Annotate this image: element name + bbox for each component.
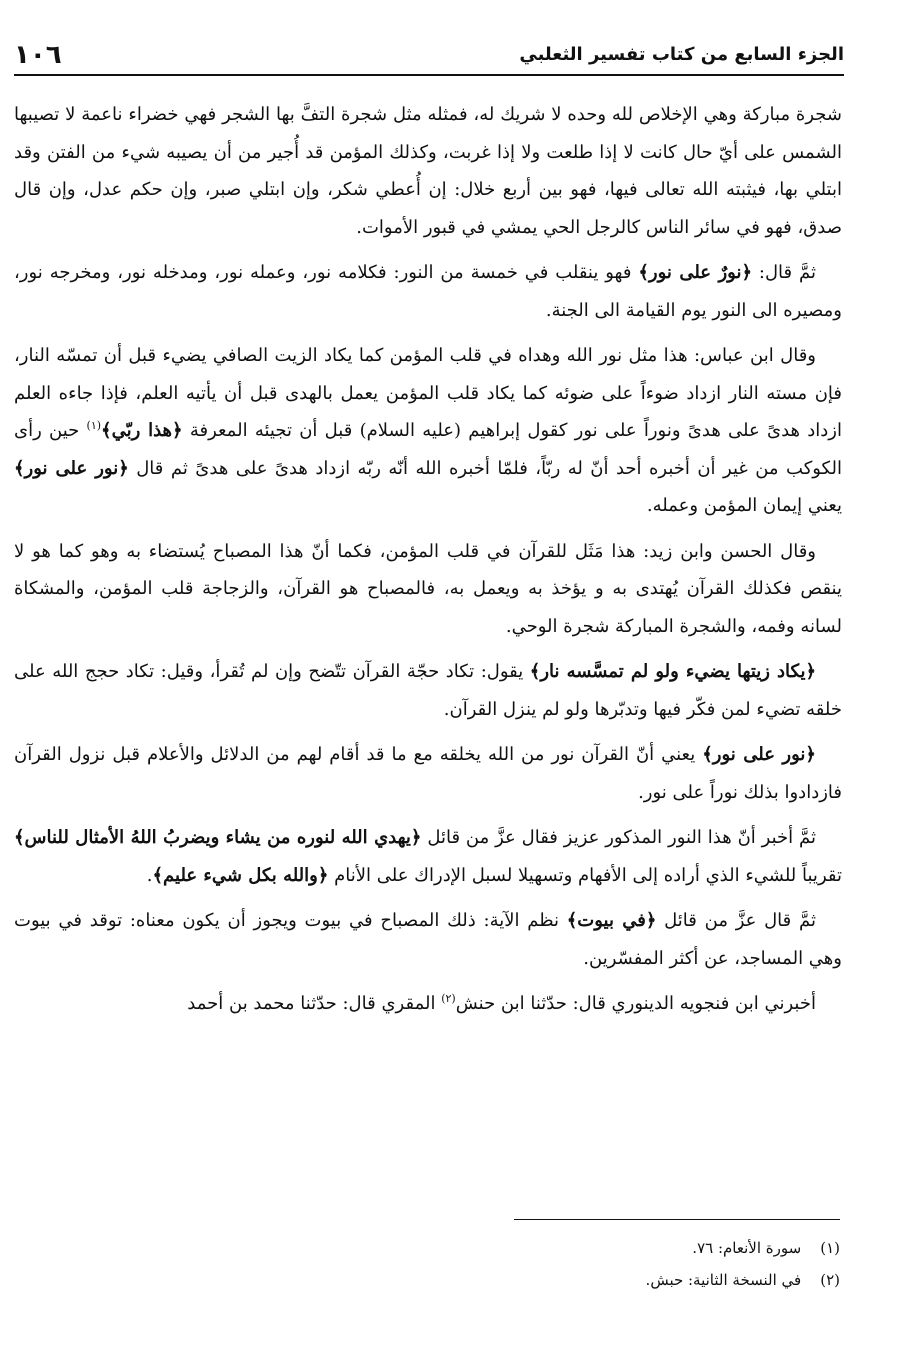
footnote-item [300, 1264, 840, 1296]
body-text [14, 96, 842, 1031]
paragraph [14, 985, 842, 1023]
paragraph [14, 533, 842, 646]
quran-verse: ﴿هذا ربّي﴾ [101, 420, 183, 441]
quran-verse: ﴿نورٌ على نور﴾ [638, 262, 752, 283]
footnote-item [300, 1232, 840, 1264]
quran-verse: ﴿نور على نور﴾ [14, 457, 129, 479]
footnote-number: (٢) [820, 1271, 840, 1289]
paragraph-text: وقال الحسن وابن زيد: هذا مَثَل للقرآن في قلب المؤمن، فكما أنّ هذا المصباح يُستضاء به وهو كما هو لا ينقص فكذلك القرآن يُهتدى به و يؤخذ به ويعمل به، فالمصباح هو القرآن، والزجاجة قلب المؤمن، والمشكاة لسانه وفمه، والشجرة المباركة شجرة الوحي. [14, 540, 842, 637]
paragraph-text: نظم الآية: ذلك المصباح في بيوت ويجوز أن يكون معناه: توقد في بيوت وهي المساجد، عن أكثر المفسّرين. [14, 910, 842, 969]
paragraph [14, 736, 842, 811]
paragraph-text: ثمَّ قال: [752, 262, 816, 283]
quran-verse: ﴿في بيوت﴾ [566, 910, 657, 931]
footnote-reference: (١) [86, 419, 102, 432]
paragraph-text: حين رأى الكوكب من غير أن أخبره أحد أنّ له ربّاً، فلمّا أخبره الله أنّه ربّه ازداد هدىً على هدىً ثم قال [14, 420, 842, 479]
header-title: الجزء السابع من كتاب تفسير الثعلبي [519, 44, 844, 65]
footnote-number: (١) [820, 1239, 840, 1257]
footnotes [300, 1232, 840, 1296]
paragraph-text: يقول: تكاد حجّة القرآن تتّضح وإن لم تُقرأ، وقيل: تكاد حجج الله على خلقه تضيء لمن فكّر فيها وتدبّرها ولو لم ينزل القرآن. [14, 661, 842, 720]
footnote-text: سورة الأنعام: ٧٦. [692, 1239, 802, 1257]
paragraph-text: ثمَّ قال عزَّ من قائل [656, 910, 816, 931]
paragraph-text: . [146, 864, 153, 886]
page-header [14, 30, 844, 76]
paragraph-text: المقري قال: حدّثنا محمد بن أحمد [187, 993, 442, 1014]
paragraph [14, 96, 842, 246]
paragraph-text: تقريباً للشيء الذي أراده إلى الأفهام وتسهيلا لسبل الإدراك على الأنام [328, 864, 842, 886]
paragraph [14, 653, 842, 728]
paragraph [14, 902, 842, 977]
paragraph [14, 819, 842, 894]
quran-verse: ﴿يكاد زيتها يضيء ولو لم تمسَّسه نار﴾ [529, 661, 817, 682]
paragraph-text: فهو ينقلب في خمسة من النور: فكلامه نور، وعمله نور، ومدخله نور، ومخرجه نور، ومصيره الى النور يوم القيامة الى الجنة. [14, 262, 842, 321]
page-number: ١٠٦ [14, 40, 62, 70]
paragraph-text: يعني أنّ القرآن نور من الله يخلقه مع ما قد أقام لهم من الدلائل والأعلام قبل نزول القرآن فازدادوا بذلك نوراً على نور. [14, 744, 842, 803]
paragraph [14, 254, 842, 329]
paragraph-text: ثمَّ أخبر أنّ هذا النور المذكور عزيز فقال عزَّ من قائل [421, 827, 816, 848]
footnote-reference: (٢) [441, 992, 456, 1005]
footnote-divider [514, 1219, 840, 1220]
quran-verse: ﴿والله بكل شيء عليم﴾ [152, 864, 329, 886]
quran-verse: ﴿نور على نور﴾ [702, 744, 816, 765]
paragraph-text: شجرة مباركة وهي الإخلاص لله وحده لا شريك له، فمثله مثل شجرة التفَّ بها الشجر فهي خضراء ناعمة لا تصيبها الشمس على أيّ حال كانت لا إذا طلعت ولا إذا غربت، وكذلك المؤمن قد أُجير من أن يصيبه شيء من الفتن وقد ابتلي بها، فيثبته الله تعالى فيها، فهو بين أربع خلال: إن أُعطي شكر، وإن ابتلي صبر، وإن حكم عدل، وإن قال صدق، فهو في سائر الناس كالرجل الحي يمشي في قبور الأموات. [14, 104, 842, 238]
paragraph [14, 337, 842, 525]
footnote-text: في النسخة الثانية: حبش. [645, 1271, 802, 1289]
paragraph-text: يعني إيمان المؤمن وعمله. [646, 495, 842, 516]
paragraph-text: أخبرني ابن فنجويه الدينوري قال: حدّثنا ابن حنش [455, 993, 816, 1014]
quran-verse: ﴿يهدي الله لنوره من يشاء ويضربُ اللهُ الأمثال للناس﴾ [14, 827, 422, 848]
paragraph-text: وقال ابن عباس: هذا مثل نور الله وهداه في قلب المؤمن كما يكاد الزيت الصافي يضيء قبل أن تمسّه النار، فإن مسته النار ازداد ضوءاً على ضوئه كما يكاد قلب المؤمن يعمل بالهدى قبل أن يأتيه العلم، فإذا جاءه العلم ازداد هدىً على هدىً ونوراً على نور كقول إبراهيم (عليه السلام) قبل أن تجيئه المعرفة [14, 345, 842, 441]
